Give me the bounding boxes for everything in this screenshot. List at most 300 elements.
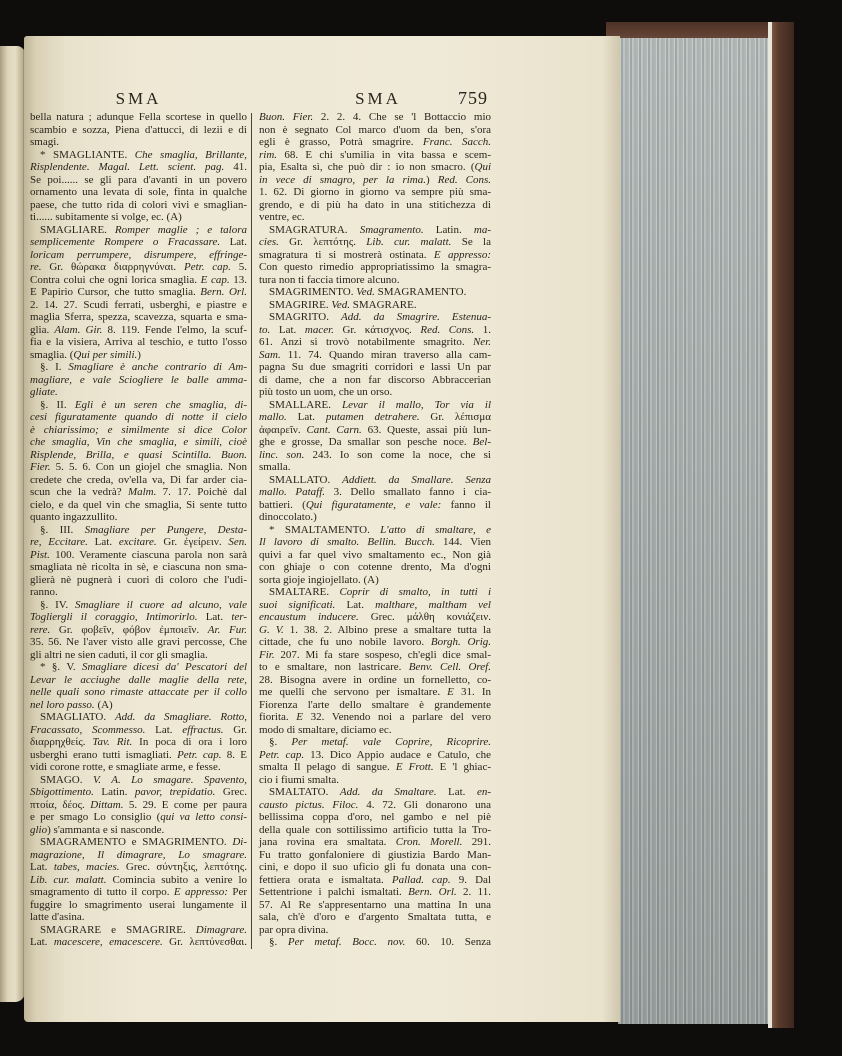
roman-text: e per smago Lo consiglio (: [30, 811, 161, 823]
text-line: [30, 749, 247, 762]
text-line: [259, 474, 491, 487]
roman-text: SMALLARE.: [269, 398, 343, 411]
italic-text: Cant. Carn.: [306, 423, 362, 436]
roman-text: 9. Dal: [450, 873, 491, 886]
italic-text: nelle quali sono rimaste attaccate per il collo: [30, 686, 247, 698]
text-line: [259, 224, 491, 237]
roman-text: Gr. φοβεῖν, φόβον ἐμποιεῖν.: [50, 623, 208, 636]
text-line: [30, 524, 247, 537]
roman-text: §.: [269, 736, 292, 748]
italic-text: Fier.: [30, 461, 51, 473]
italic-text: Cron. Morell.: [395, 836, 463, 848]
italic-text: Sam.: [259, 348, 281, 361]
italic-text: Bern. Orl.: [200, 286, 247, 298]
text-line: 28. Bisogna avere in ordine un fornelletto, co-: [259, 673, 491, 686]
roman-text: SMALTATO.: [269, 786, 340, 798]
italic-text: Add. da Smagliare. Rotto,: [114, 711, 247, 723]
text-line: [259, 411, 491, 424]
text-line: modo di smaltare, diciamo ec.: [259, 723, 392, 736]
italic-text: mallo.: [259, 411, 287, 423]
italic-text: pavor, trepidatio.: [134, 786, 216, 798]
roman-text: 7. 17. Poichè dal: [156, 486, 247, 498]
italic-text: Levar il mallo, Tor via il: [342, 398, 492, 411]
text-line: sala, ch'è d'oro e d'argento Smaltata tutta, e: [259, 911, 491, 923]
italic-text: re.: [30, 261, 42, 273]
italic-text: Smagliare è anche contrario di Am-: [68, 361, 247, 373]
text-line: [30, 861, 247, 874]
roman-text: Gr. λεπτύνεσθαι.: [162, 936, 247, 948]
text-line: [30, 449, 247, 462]
text-line: non è segnato Col marco d'uom da ben, s'ora: [259, 123, 491, 136]
text-line: [30, 361, 247, 374]
italic-text: nel loro passo.: [30, 698, 95, 711]
roman-text: 63. Queste, assai più lun-: [361, 423, 491, 436]
roman-text: Lat.: [30, 936, 54, 948]
text-line: [30, 936, 247, 949]
text-line: cini, e dopo il suo uficio gli fu donata una con-: [259, 861, 491, 873]
text-line: [30, 661, 247, 674]
text-line: [30, 236, 247, 249]
italic-text: to.: [259, 323, 271, 336]
text-line: 2. 14. 27. Scudi ferrati, usberghi, e piastre e: [30, 298, 247, 311]
roman-text: 60. 10. Senza: [405, 936, 492, 948]
roman-text: SMALLATO.: [269, 473, 343, 486]
text-line: [259, 586, 491, 599]
text-line: Se poi...... se gli para d'avanti in un povero: [30, 173, 247, 186]
italic-text: Petr. cap.: [259, 748, 305, 761]
roman-text: SMAGRITO.: [269, 311, 342, 323]
text-line: con ghiaje o con cotenne drento, Ma d'ogni: [259, 561, 491, 573]
text-line: [259, 786, 491, 799]
text-line: [30, 786, 247, 799]
italic-text: Add. da Smagrire. Estenua-: [341, 311, 491, 323]
text-line: dinoccolato.): [259, 511, 317, 523]
text-line: [259, 736, 491, 749]
text-line: [259, 499, 491, 512]
italic-text: semplicemente Rompere o Fracassare.: [30, 236, 221, 248]
text-line: [30, 811, 247, 824]
roman-text: 41.: [224, 161, 247, 173]
roman-text: Comincia subito a venire lo: [106, 873, 247, 886]
roman-text: SMAGRARE e SMAGRIRE.: [40, 923, 196, 936]
text-line: [259, 624, 491, 637]
roman-text: §. III.: [40, 523, 85, 536]
roman-text: Latin.: [423, 223, 474, 236]
italic-text: Addiett. da Smallare. Senza: [342, 473, 491, 486]
italic-text: rim.: [259, 148, 278, 161]
text-line: [30, 149, 247, 162]
italic-text: Petr. cap.: [177, 748, 222, 761]
text-line: [30, 699, 247, 712]
text-line: [259, 286, 491, 299]
roman-text: Lat.: [30, 861, 54, 873]
italic-text: G. V.: [259, 623, 284, 636]
italic-text: Di-: [232, 836, 247, 848]
italic-text: Lib. cur. malatt.: [30, 873, 107, 886]
italic-text: Buon. Fier.: [259, 111, 314, 123]
roman-text: §. II.: [40, 398, 75, 411]
italic-text: E Frott.: [395, 761, 434, 773]
text-line: [259, 611, 491, 624]
text-line: [259, 324, 491, 337]
text-line: gli altri ne sien caduti, il cor gli smaglia.: [30, 648, 208, 661]
roman-text: cittade, che fu uno nobile lavoro.: [259, 636, 431, 648]
text-line: [30, 711, 247, 724]
text-line: vidi corone rotte, e smagliate arme, e fesse.: [30, 761, 221, 773]
italic-text: Red. Cons.: [420, 323, 475, 336]
italic-text: linc. son.: [259, 448, 305, 461]
text-line: cielo, e da quel vin che smaglia, Si sente tutto: [30, 498, 247, 511]
roman-text: §.: [269, 936, 288, 948]
text-line: [259, 761, 491, 774]
text-line: [259, 336, 491, 349]
roman-text: Lat.: [197, 611, 232, 623]
roman-text: SMALTARE.: [269, 586, 340, 598]
italic-text: Che smaglia, Brillante,: [134, 148, 247, 161]
text-line: [30, 161, 247, 174]
text-line: [259, 136, 491, 149]
text-line: [30, 624, 247, 637]
roman-text: me quelli che servono per ismaltare.: [259, 686, 448, 698]
text-line: [30, 886, 247, 899]
italic-text: excitare.: [118, 536, 157, 548]
italic-text: magrazione, Il dimagrare, Lo smagrare.: [30, 848, 247, 861]
roman-text: * SMAGLIANTE.: [40, 148, 135, 161]
roman-text: to e smaltare, non lastricare.: [259, 661, 409, 673]
italic-text: suoi significati.: [259, 598, 336, 611]
italic-text: Smagramento.: [359, 223, 424, 236]
text-line: 57. Al Re s'appresentarno una mattina In una: [259, 898, 491, 911]
book-page: [24, 36, 620, 1022]
italic-text: Malm.: [127, 486, 157, 498]
text-line: [259, 161, 491, 174]
roman-text: 61. Anzi si trovò notabilmente smagrito.: [259, 336, 473, 348]
roman-text: §. IV.: [40, 598, 75, 611]
text-line: [30, 274, 247, 287]
italic-text: cesi figuratamente quando di notte il cielo: [30, 411, 247, 423]
roman-text: ἀφαιρεῖν.: [259, 423, 307, 436]
italic-text: Qui figuratamente, e vale:: [305, 498, 442, 511]
roman-text: Gr. λεπτότης.: [278, 236, 367, 248]
roman-text: 5. 5. 6. Con un giojel che smaglia. Non: [50, 461, 247, 473]
italic-text: putamen detrahere.: [325, 411, 420, 423]
roman-text: 68. E chi s'umilia in vita bassa e scem-: [277, 148, 491, 161]
text-line: [259, 299, 491, 312]
italic-text: Pist.: [30, 548, 50, 561]
text-line: [30, 249, 247, 262]
text-line: [259, 524, 491, 537]
roman-text: 291.: [462, 836, 491, 848]
roman-text: E 'l ghiac-: [433, 761, 491, 773]
italic-text: Sen.: [228, 536, 247, 548]
text-line: della quale con sottilissimo artificio tutta la Tro-: [259, 823, 491, 836]
left-column: [30, 111, 247, 949]
italic-text: E: [447, 686, 454, 698]
italic-text: Pallad. cap.: [391, 873, 451, 886]
roman-text: 13. Dico Appio audace e Catulo, che: [304, 748, 491, 761]
text-line: [30, 349, 247, 362]
roman-text: ): [137, 348, 141, 361]
roman-text: 13.: [229, 273, 247, 286]
roman-text: 2. 2. 4. Che se 'l Bottaccio mio: [313, 111, 491, 123]
text-line: [30, 611, 247, 624]
text-line: [259, 836, 491, 849]
roman-text: 3. Dello smallato fanno i cia-: [325, 486, 491, 498]
column-rule: [251, 113, 252, 949]
text-line: quivi a far quel vivo smaltamento ec., Non già: [259, 548, 491, 561]
italic-text: malthare, maltham vel: [375, 598, 491, 611]
text-line: [30, 286, 247, 299]
italic-text: E appresso:: [433, 248, 491, 261]
italic-text: Bern. Orl.: [408, 886, 457, 898]
roman-text: Gr. λέπισμα: [419, 411, 491, 423]
italic-text: Risplende, Brilla, e quasi Scintilla. Buon.: [30, 448, 247, 461]
roman-text: Gr. κάτισχνος.: [333, 323, 421, 336]
text-line: [259, 436, 491, 449]
italic-text: in vece di smagro, per la rima.: [259, 173, 426, 186]
italic-text: Ner.: [472, 336, 491, 348]
roman-text: SMAGLIARE.: [40, 223, 115, 236]
italic-text: Ar. Fur.: [207, 623, 248, 636]
text-line: smagi.: [30, 136, 60, 148]
text-line: [30, 536, 247, 549]
roman-text: 8. E: [221, 748, 247, 761]
text-line: sorta gioje ingiojellato. (A): [259, 573, 379, 586]
text-line: [259, 236, 491, 249]
text-line: [30, 736, 247, 749]
text-line: [30, 461, 247, 474]
text-line: [30, 774, 247, 787]
roman-text: SMAGRIRE.: [269, 298, 332, 311]
italic-text: E: [296, 711, 304, 723]
roman-text: 5.: [230, 261, 248, 273]
italic-text: Fir.: [259, 648, 275, 661]
roman-text: Per: [227, 886, 247, 898]
roman-text: ) s'ammanta e si nasconde.: [47, 823, 165, 836]
text-line: [30, 261, 247, 274]
roman-text: Gr. θώρακα διαρρηγνύναι.: [41, 261, 184, 273]
text-line: smagliata nè ricolta in sè, e ciascuna non sma-: [30, 561, 247, 573]
text-line: [30, 836, 247, 849]
italic-text: cies.: [259, 236, 279, 248]
roman-text: jana rovina era smaltata.: [259, 836, 396, 848]
roman-text: * SMALTAMENTO.: [269, 523, 381, 536]
text-line: [259, 486, 491, 499]
roman-text: Lat.: [220, 236, 247, 248]
roman-text: Lat.: [87, 536, 119, 548]
roman-text: Gr.: [223, 723, 247, 736]
text-line: [30, 399, 247, 412]
roman-text: 11. 74. Quando miran traverso alla cam-: [280, 348, 491, 361]
roman-text: 32. Venendo noi a parlare del vero: [303, 711, 491, 723]
page-block-edges: [618, 38, 770, 1024]
text-line: ornamento una levata di sole, finta in qualche: [30, 186, 247, 198]
running-head-right: SMA: [355, 89, 401, 108]
italic-text: Egli è un seren che smaglia, di-: [74, 398, 248, 411]
roman-text: 144. Vien: [434, 536, 491, 548]
roman-text: battieri. (: [259, 498, 306, 511]
italic-text: Coprir di smalto, in tutti i: [339, 586, 492, 598]
right-column: [259, 111, 491, 949]
italic-text: magliare, e vale Sciogliere le balle amma-: [30, 373, 247, 386]
text-line: 1. 62. Di giorno in giorno va sempre più sma-: [259, 186, 491, 198]
italic-text: Borgh. Orig.: [430, 636, 492, 648]
text-line: più tosto un uom, che un orso.: [259, 386, 393, 398]
roman-text: 1.: [474, 323, 491, 336]
text-line: Fiorenza l'arte dello smaltare è grandemente: [259, 698, 491, 711]
roman-text: Settentrione i palchi ismaltati.: [259, 886, 409, 898]
italic-text: Lib. cur. malatt.: [366, 236, 452, 248]
text-line: [30, 424, 247, 437]
italic-text: ma-: [473, 223, 491, 236]
italic-text: Smagliare dicesi da' Pescatori del: [82, 661, 248, 673]
text-line: tura non ti faccia timore alcuno.: [259, 273, 400, 286]
roman-text: usberghi erano tutti ismagliati.: [30, 748, 178, 761]
italic-text: Fracassato, Scommesso.: [30, 723, 146, 736]
italic-text: Bel-: [472, 436, 491, 448]
roman-text: Se la: [451, 236, 491, 248]
roman-text: pia, Esalta sì, che può dir : io non smacro. (: [259, 161, 475, 173]
italic-text: Qui: [474, 161, 491, 173]
text-line: paese, che tutto rida di colori vivi e smaglian-: [30, 198, 247, 211]
text-line: [30, 686, 247, 699]
text-line: [259, 424, 491, 437]
italic-text: Tav. Rit.: [92, 736, 133, 748]
roman-text: fiorita.: [259, 711, 297, 723]
italic-text: encaustum inducere.: [259, 611, 359, 623]
text-line: grendo, e di più ha dato in una stitichezza di: [259, 198, 491, 211]
italic-text: Il lavoro di smalto. Bellin. Bucch.: [259, 536, 435, 548]
roman-text: fanno il: [441, 498, 491, 511]
italic-text: effractus.: [182, 723, 224, 736]
text-line: [259, 599, 491, 612]
text-line: [30, 324, 247, 337]
italic-text: Qui per simili.: [73, 348, 138, 361]
text-line: ranno.: [30, 586, 58, 598]
text-line: [30, 849, 247, 862]
roman-text: 1. 38. 2. Albino prese a smaltare tutta la: [283, 623, 491, 636]
roman-text: 2. 11.: [456, 886, 491, 898]
italic-text: è chiarissimo; e similmente si dice Color: [30, 423, 247, 436]
text-line: credete che creda, ov'ella va, Di far arder cia-: [30, 473, 247, 486]
text-line: latte d'asina.: [30, 911, 85, 923]
text-line: [259, 311, 491, 324]
italic-text: Per metaf. Bocc. nov.: [287, 936, 406, 948]
text-line: [30, 599, 247, 612]
roman-text: ghe e grosse, Da smallar son pesche noce.: [259, 436, 473, 448]
roman-text: E Papirio Cursor, che tutto smaglia.: [30, 286, 201, 298]
italic-text: E cap.: [200, 273, 230, 286]
text-line: [30, 824, 247, 837]
text-line: maglia Sferra, spezza, scavezza, squarta e sma-: [30, 311, 247, 323]
italic-text: Smagliare il cuore ad alcuno, vale: [74, 598, 247, 611]
text-line: [259, 661, 491, 674]
roman-text: Lat.: [436, 786, 477, 798]
text-line: [259, 636, 491, 649]
italic-text: che smaglia, Vin che smaglia, e simili, cioè: [30, 436, 247, 448]
text-line: [259, 399, 491, 412]
italic-text: macer.: [304, 323, 334, 336]
text-line: [259, 886, 491, 899]
text-line: bella natura ; adunque Fella scortese in quello: [30, 111, 247, 123]
italic-text: causto pictus. Filoc.: [259, 798, 359, 811]
roman-text: Contra colui che ogni lorica smaglia.: [30, 273, 201, 286]
roman-text: 5. 29. E come per paura: [123, 798, 247, 811]
text-line: [30, 436, 247, 449]
text-line: [259, 536, 491, 549]
text-line: scambio e sozza, Piena d'attucci, di lezii e di: [30, 123, 247, 136]
text-line: [30, 799, 247, 812]
italic-text: Dittam.: [90, 798, 124, 811]
italic-text: loricam perrumpere, disrumpere, effringe-: [30, 248, 247, 261]
text-line: [30, 549, 247, 562]
roman-text: Grec. μάλθη κονιάζειν.: [358, 611, 491, 623]
roman-text: 100. Veramente ciascuna parola non sarà: [49, 548, 247, 561]
roman-text: Lat.: [270, 323, 305, 336]
italic-text: qui va letto consi-: [160, 811, 247, 823]
roman-text: glia.: [30, 323, 55, 336]
italic-text: Petr. cap.: [183, 261, 231, 273]
text-line: 35. 56. Ne l'aver visto alle gravi percosse, Che: [30, 636, 247, 648]
text-line: pagna Su due smagriti corridori e lassi Un par: [259, 361, 491, 373]
roman-text: SMAGRARE.: [349, 298, 417, 311]
text-line: ventre, ec.: [259, 211, 305, 223]
text-line: [259, 711, 491, 724]
book-cover-edge: [768, 22, 794, 1028]
text-line: [30, 674, 247, 687]
text-line: glierà nè pugnerà i cuori di coloro che l'udi-: [30, 573, 247, 586]
text-line: [259, 349, 491, 362]
roman-text: Grec.: [215, 786, 247, 798]
text-line: [259, 111, 491, 124]
text-line: [259, 936, 491, 949]
text-line: ti...... subitamente si volge, ec. (A): [30, 211, 182, 223]
italic-text: Add. da Smaltare.: [339, 786, 437, 798]
text-line: [30, 386, 247, 399]
roman-text: 207. Mi fa stare sospeso, ch'egli dice smal-: [274, 648, 491, 661]
roman-text: SMAGRAMENTO e SMAGRIMENTO.: [40, 836, 233, 848]
italic-text: rere.: [30, 623, 51, 636]
roman-text: scun che la vedrà?: [30, 486, 128, 498]
text-line: [259, 149, 491, 162]
text-line: [259, 649, 491, 662]
roman-text: smagratura ti si mostrerà ostinata.: [259, 248, 434, 261]
italic-text: Romper maglie ; e talora: [114, 223, 248, 236]
text-line: [259, 749, 491, 762]
text-line: [30, 486, 247, 499]
text-line: [30, 224, 247, 237]
roman-text: ): [426, 173, 438, 186]
text-line: [259, 799, 491, 812]
text-line: [259, 449, 491, 462]
roman-text: 31. In: [453, 686, 491, 698]
roman-text: Lat.: [286, 411, 326, 423]
italic-text: Benv. Cell. Oref.: [408, 661, 491, 673]
italic-text: E appresso:: [173, 886, 228, 898]
roman-text: §. I.: [40, 361, 69, 373]
italic-text: en-: [476, 786, 491, 798]
roman-text: (A): [94, 698, 113, 711]
italic-text: gliate.: [30, 386, 58, 398]
italic-text: Levar le acciughe dalle maglie della rete,: [30, 673, 247, 686]
italic-text: Smagliare per Pungere, Desta-: [84, 523, 247, 536]
roman-text: smagramento di tutto il corpo.: [30, 886, 174, 898]
italic-text: mallo. Pataff.: [259, 486, 326, 498]
text-line: [259, 874, 491, 887]
roman-text: SMAGRAMENTO.: [374, 286, 467, 298]
italic-text: tabes, macies.: [53, 861, 120, 873]
roman-text: διαρρηχθείς.: [30, 736, 93, 748]
